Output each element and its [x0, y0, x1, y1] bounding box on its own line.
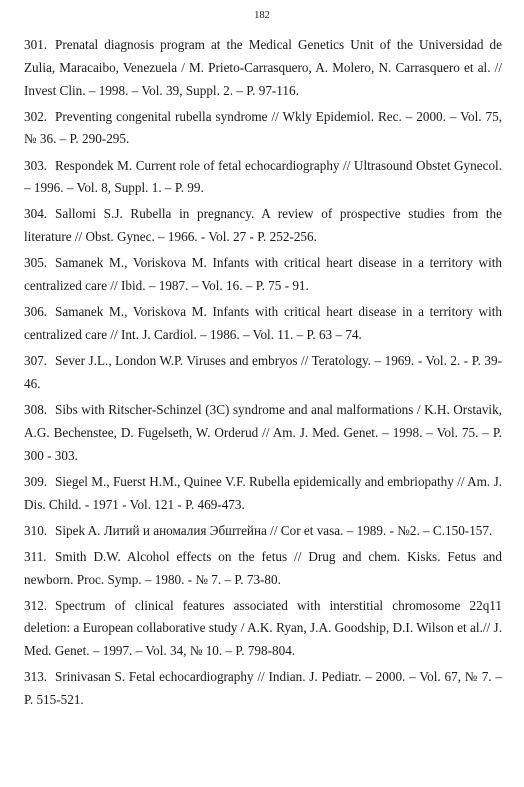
- reference-number: 305.: [24, 255, 48, 271]
- reference-text: Sibs with Ritscher-Schinzel (3C) syndrome and anal malformations / K.H. Orstavik, A.G. Bechenstee, D. Fugelseth, W. Orderud // Am. J. Med. Genet. – 1998. – Vol. 75. – P. 300 - 303.: [24, 402, 502, 463]
- reference-text: Srinivasan S. Fetal echocardiography // Indian. J. Pediatr. – 2000. – Vol. 67, № 7. – P. 515-521.: [24, 669, 502, 708]
- reference-text: Samanek M., Voriskova M. Infants with critical heart disease in a territory with centralized care // Ibid. – 1987. – Vol. 16. – P. 75 - 91.: [24, 255, 502, 294]
- reference-number: 312.: [24, 597, 48, 613]
- reference-item: [24, 666, 502, 712]
- reference-item: [24, 350, 502, 396]
- reference-number: 302.: [24, 108, 48, 124]
- reference-number: 307.: [24, 353, 48, 369]
- reference-item: [24, 34, 502, 102]
- reference-number: 308.: [24, 402, 48, 418]
- reference-item: [24, 106, 502, 152]
- reference-text: Sipek A. Литий и аномалия Эбштейна // Cor et vasa. – 1989. - №2. – C.150-157.: [55, 522, 493, 538]
- reference-text: Samanek M., Voriskova M. Infants with critical heart disease in a territory with centralized care // Int. J. Cardiol. – 1986. – Vol. 11. – P. 63 – 74.: [24, 304, 502, 343]
- reference-text: Sallomi S.J. Rubella in pregnancy. A review of prospective studies from the literature // Obst. Gynec. – 1966. - Vol. 27 - P. 252-256.: [24, 206, 502, 245]
- reference-list: [24, 34, 502, 715]
- reference-item: [24, 301, 502, 347]
- reference-text: Respondek M. Current role of fetal echocardiography // Ultrasound Obstet Gynecol. – 1996. – Vol. 8, Suppl. 1. – P. 99.: [24, 157, 502, 196]
- reference-number: 311.: [24, 548, 47, 564]
- reference-number: 310.: [24, 522, 48, 538]
- reference-text: Preventing congenital rubella syndrome // Wkly Epidemiol. Rec. – 2000. – Vol. 75, № 36. – P. 290-295.: [24, 108, 502, 147]
- reference-item: [24, 203, 502, 249]
- reference-item: [24, 471, 502, 517]
- reference-text: Spectrum of clinical features associated with interstitial chromosome 22q11 deletion: a European collaborative study / A.K. Ryan, J.A. Goodship, D.I. Wilson et al.// J. Med. Genet. – 1997. – Vol. 34, № 10. – P. 798-804.: [24, 597, 502, 659]
- reference-number: 301.: [24, 37, 48, 52]
- page-number: 182: [254, 10, 270, 21]
- reference-number: 304.: [24, 206, 48, 222]
- reference-number: 313.: [24, 669, 48, 685]
- reference-number: 309.: [24, 473, 48, 489]
- reference-text: Sever J.L., London W.P. Viruses and embryos // Teratology. – 1969. - Vol. 2. - P. 39-46.: [24, 353, 502, 391]
- reference-item: [24, 399, 502, 467]
- reference-item: [24, 546, 502, 592]
- reference-text: Smith D.W. Alcohol effects on the fetus // Drug and chem. Kisks. Fetus and newborn. Proc. Symp. – 1980. - № 7. – P. 73-80.: [24, 548, 502, 587]
- reference-item: [24, 520, 502, 543]
- reference-text: Prenatal diagnosis program at the Medical Genetics Unit of the Universidad de Zulia, Maracaibo, Venezuela / M. Prieto-Carrasquero, A. Molero, N. Carrasquero et al. // Invest Clin. – 1998. – Vol. 39, Suppl. 2. – P. 97-116.: [24, 37, 502, 98]
- reference-number: 303.: [24, 157, 48, 173]
- reference-item: [24, 252, 502, 298]
- reference-item: [24, 595, 502, 663]
- reference-item: [24, 155, 502, 201]
- reference-number: 306.: [24, 304, 48, 320]
- reference-text: Siegel M., Fuerst H.M., Quinee V.F. Rubella epidemically and embriopathy // Am. J. Dis. Child. - 1971 - Vol. 121 - P. 469-473.: [24, 473, 502, 512]
